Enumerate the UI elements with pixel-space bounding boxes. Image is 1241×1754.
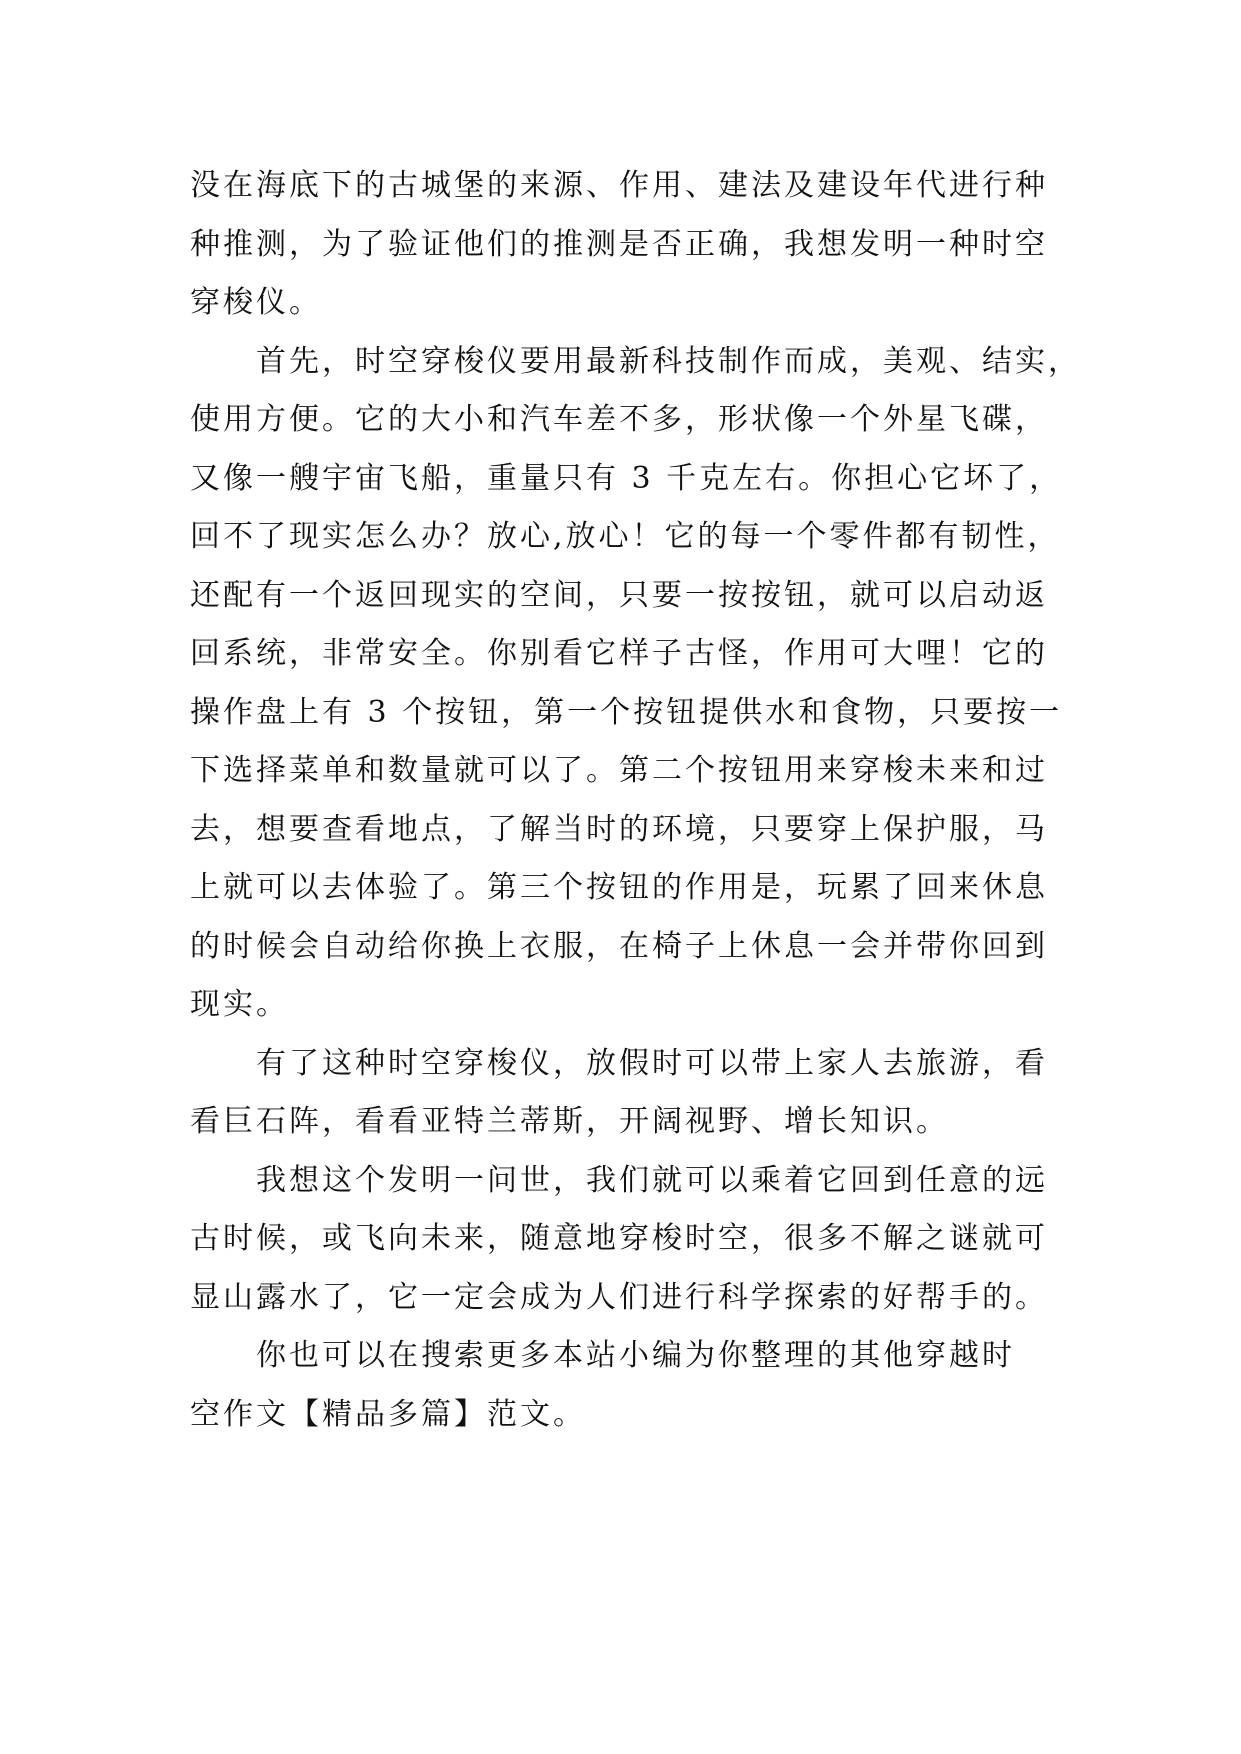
text-line: 看巨石阵，看看亚特兰蒂斯，开阔视野、增长知识。 — [190, 1104, 949, 1139]
text-line: 的时候会自动给你换上衣服，在椅子上休息一会并带你回到 — [190, 928, 1048, 964]
text-line: 现实。 — [190, 987, 289, 1022]
paragraph — [190, 1152, 1070, 1328]
text-line: 古时候，或飞向未来，随意地穿梭时空，很多不解之谜就可 — [190, 1221, 1048, 1256]
text-line: 使用方便。它的大小和汽车差不多，形状像一个外星飞碟， — [190, 402, 1048, 437]
text-line: 空作文【精品多篇】范文。 — [190, 1396, 586, 1432]
paragraph — [190, 1327, 1070, 1444]
text-line: 没在海底下的古城堡的来源、作用、建法及建设年代进行种 — [190, 168, 1048, 203]
text-line: 回系统，非常安全。你别看它样子古怪，作用可大哩！它的 — [190, 636, 1048, 671]
text-line: 去，想要查看地点，了解当时的环境，只要穿上保护服，马 — [190, 811, 1048, 847]
paragraph — [190, 157, 1070, 333]
text-line: 你也可以在搜索更多本站小编为你整理的其他穿越时 — [256, 1338, 1015, 1373]
text-line: 种推测，为了验证他们的推测是否正确，我想发明一种时空 — [190, 226, 1048, 262]
text-line: 又像一艘宇宙飞船，重量只有 3 千克左右。你担心它坏了， — [190, 460, 1063, 496]
text-line: 我想这个发明一问世，我们就可以乘着它回到任意的远 — [256, 1162, 1048, 1198]
text-line: 显山露水了，它一定会成为人们进行科学探索的好帮手的。 — [190, 1279, 1048, 1315]
paragraph — [190, 1035, 1070, 1152]
text-line: 穿梭仪。 — [190, 285, 322, 320]
text-line: 下选择菜单和数量就可以了。第二个按钮用来穿梭未来和过 — [190, 753, 1048, 788]
text-line: 回不了现实怎么办？放心,放心！它的每一个零件都有韧性， — [190, 519, 1061, 554]
text-line: 有了这种时空穿梭仪，放假时可以带上家人去旅游，看 — [256, 1045, 1048, 1081]
document-body — [190, 157, 1081, 1444]
text-line: 上就可以去体验了。第三个按钮的作用是，玩累了回来休息 — [190, 870, 1048, 905]
text-line: 还配有一个返回现实的空间，只要一按按钮，就可以启动返 — [190, 577, 1048, 613]
paragraph — [190, 333, 1081, 1035]
text-line: 操作盘上有 3 个按钮，第一个按钮提供水和食物，只要按一 — [190, 694, 1063, 730]
text-line: 首先，时空穿梭仪要用最新科技制作而成，美观、结实， — [256, 343, 1081, 379]
